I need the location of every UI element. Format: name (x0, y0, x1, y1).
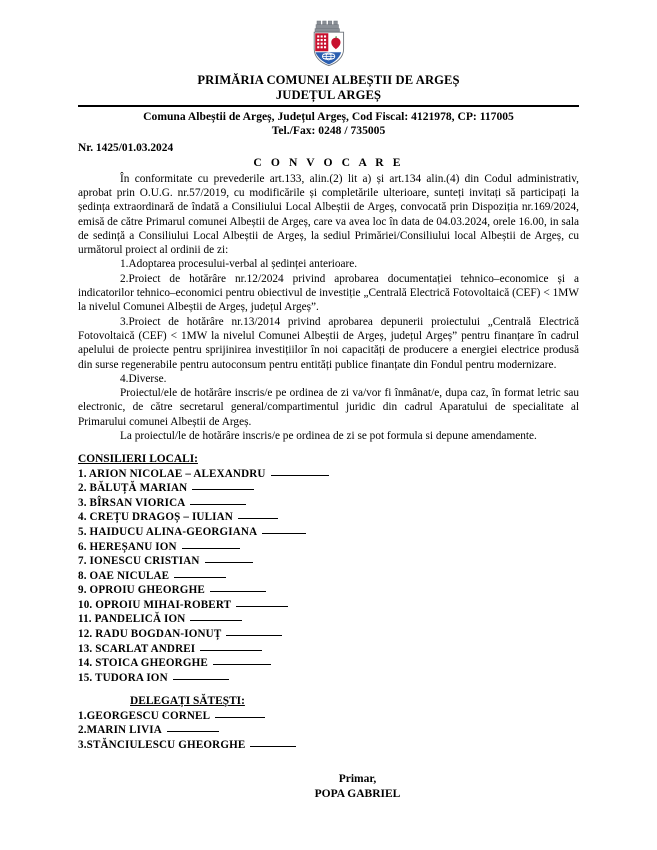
councilor-item (78, 525, 579, 540)
signature-blank-line (192, 480, 254, 490)
councilor-item (78, 583, 579, 598)
councilors-heading-wrap (78, 443, 579, 466)
village-delegates-list (78, 709, 579, 753)
agenda-item-3: 3.Proiect de hotărâre nr.13/2014 privind aprobarea depunerii proiectului „Centrală Electrică Fotovoltaică (CEF) < 1MW la nivelul Comunei Albeștii de Argeș, județul Argeș” pentru finanțare în cadrul apelului de proiecte pentru sprijinirea investițiilor în noi capacități de producere a energiei electrice produsă din surse regenerabile pentru autoconsum pentru entități publice finanțate din Fondul pentru modernizare. (78, 315, 579, 371)
signature-block (78, 772, 579, 802)
delegates-heading-wrap (78, 685, 579, 708)
delegate-item-label: 2.MARIN LIVIA (78, 724, 162, 737)
councilor-item-label: 3. BÎRSAN VIORICA (78, 496, 186, 509)
delegate-item (78, 723, 579, 738)
agenda-item-2: 2.Proiect de hotărâre nr.12/2024 privind aprobarea documentației tehnico–economice și a indicatorilor tehnico–economici pentru obiectivul de investiție „Centrală Electrică Fotovoltaică (CEF) < 1MW la nivelul Comunei Albeștii de Argeș, județul Argeș”. (78, 272, 579, 314)
councilor-item (78, 467, 579, 482)
councilor-item-label: 2. BĂLUȚĂ MARIAN (78, 482, 188, 495)
signature-blank-line (271, 466, 329, 476)
signature-blank-line (182, 539, 240, 549)
signature-name: POPA GABRIEL (314, 788, 401, 801)
councilor-item-label: 9. OPROIU GHEORGHE (78, 584, 205, 597)
councilor-item (78, 554, 579, 569)
councilor-item (78, 671, 579, 686)
signature-blank-line (238, 509, 278, 519)
signature-blank-line (215, 708, 265, 718)
signature-blank-line (190, 611, 242, 621)
signature-blank-line (200, 641, 262, 651)
institution-title: PRIMĂRIA COMUNEI ALBEȘTII DE ARGEȘ (197, 73, 460, 87)
councilor-item (78, 612, 579, 627)
address-line: Comuna Albeștii de Argeș, Județul Argeș, Cod Fiscal: 4121978, CP: 117005 (143, 109, 514, 123)
councilor-item-label: 14. STOICA GHEORGHE (78, 657, 208, 670)
signature-blank-line (213, 655, 271, 665)
agenda-item-4: 4.Diverse. (120, 372, 167, 385)
coat-of-arms-icon (311, 18, 347, 68)
councilor-item-label: 5. HAIDUCU ALINA-GEORGIANA (78, 525, 258, 538)
document-title: C O N V O C A R E (253, 155, 404, 169)
signature-role: Primar, (338, 773, 377, 786)
closing-paragraph-1: Proiectul/ele de hotărâre inscris/e pe ordinea de zi va/vor fi înmânat/e, dupa caz, în format letric sau electronic, de către secretarul general/compartimentul juridic din cadrul Aparatului de specialitate al Primarului comunei Albeștii de Argeș. (78, 387, 579, 428)
signature-blank-line (210, 582, 266, 592)
councilor-item (78, 656, 579, 671)
signature-blank-line (205, 553, 253, 563)
document-body (78, 156, 579, 803)
delegate-item-label: 1.GEORGESCU CORNEL (78, 709, 211, 722)
signature-blank-line (190, 495, 246, 505)
councilor-item-label: 12. RADU BOGDAN-IONUȚ (78, 628, 222, 641)
crest-container (0, 0, 657, 72)
signature-blank-line (262, 524, 306, 534)
registration-number: Nr. 1425/01.03.2024 (78, 141, 174, 154)
signature-blank-line (173, 670, 229, 680)
councilor-item-label: 11. PANDELICĂ ION (78, 613, 186, 626)
councilor-item (78, 642, 579, 657)
councilor-item-label: 1. ARION NICOLAE – ALEXANDRU (78, 467, 266, 480)
councilor-item-label: 15. TUDORA ION (78, 671, 168, 684)
councilors-list (78, 467, 579, 686)
councilor-item-label: 4. CREȚU DRAGOȘ – IULIAN (78, 511, 233, 524)
councilor-item (78, 510, 579, 525)
delegate-item (78, 709, 579, 724)
councilors-heading: CONSILIERI LOCALI: (78, 453, 198, 466)
councilor-item (78, 627, 579, 642)
phone-line: Tel./Fax: 0248 / 735005 (271, 123, 386, 137)
councilor-item-label: 8. OAE NICULAE (78, 569, 170, 582)
signature-blank-line (167, 722, 219, 732)
signature-blank-line (226, 626, 282, 636)
county-title: JUDEȚUL ARGEȘ (275, 87, 382, 102)
councilor-item (78, 540, 579, 555)
agenda-item-1: 1.Adoptarea procesului-verbal al ședinței anterioare. (120, 258, 358, 271)
councilor-item (78, 598, 579, 613)
signature-blank-line (250, 737, 296, 747)
councilor-item-label: 13. SCARLAT ANDREI (78, 642, 196, 655)
header-divider (78, 105, 579, 107)
councilor-item (78, 569, 579, 584)
councilor-item (78, 481, 579, 496)
councilor-item-label: 10. OPROIU MIHAI-ROBERT (78, 598, 232, 611)
village-delegates-heading: DELEGAȚI SĂTEȘTI: (130, 695, 245, 708)
signature-blank-line (174, 568, 226, 578)
delegate-item-label: 3.STĂNCIULESCU GHEORGHE (78, 738, 246, 751)
delegate-item (78, 738, 579, 753)
councilor-item-label: 7. IONESCU CRISTIAN (78, 555, 200, 568)
closing-paragraph-2: La proiectul/le de hotărâre inscris/e pe ordinea de zi se pot formula si depune amendamente. (120, 430, 537, 443)
intro-paragraph: În conformitate cu prevederile art.133, alin.(2) lit a) și art.134 alin.(4) din Codul administrativ, aprobat prin O.U.G. nr.57/2019, cu modificările și completările ulterioare, sunteți invitați să participați la ședința extraordinară de îndată a Consiliului Local Albeștii de Argeș, convocată prin Dispoziția nr.169/2024, emisă de către Primarul comunei Albeștii de Argeș, care va avea loc în data de 04.03.2024, orele 16.00, in sala de sedință a Consiliului Local Albeștii de Argeș, la sediul Primăriei/Consiliului local Albeștii de Argeș, cu următorul proiect al ordinii de zi: (78, 172, 579, 257)
councilor-item (78, 496, 579, 511)
councilor-item-label: 6. HEREȘANU ION (78, 540, 177, 553)
signature-blank-line (236, 597, 288, 607)
